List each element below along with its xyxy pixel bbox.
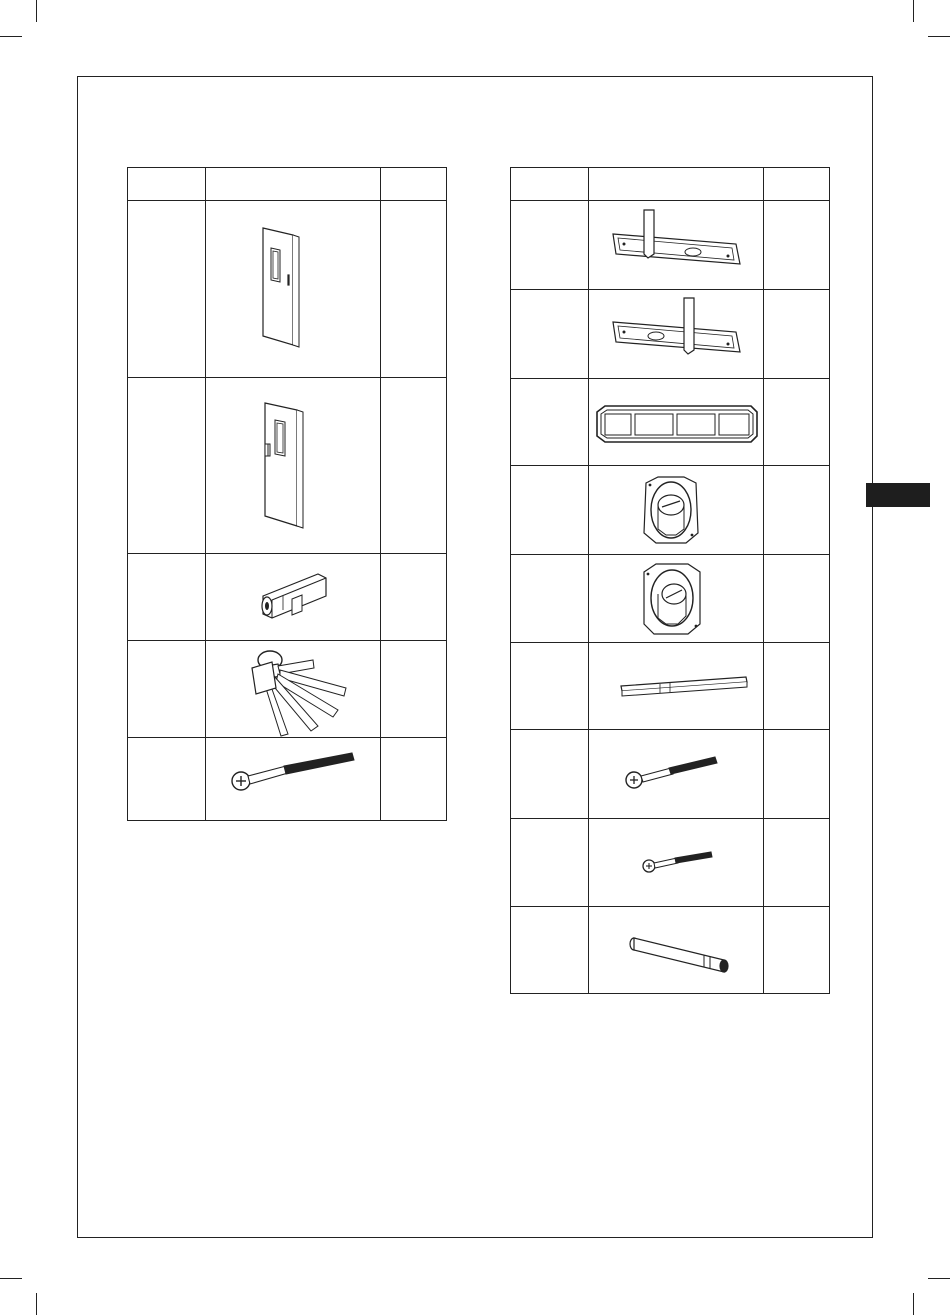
crop-mark-bottom-right-horizontal	[928, 1278, 950, 1279]
crop-mark-bottom-left-horizontal	[0, 1278, 22, 1279]
handle-plate-left-icon	[608, 206, 748, 284]
crop-mark-top-left-horizontal	[0, 36, 22, 37]
crop-mark-top-left-vertical	[36, 0, 37, 22]
crop-mark-top-right-vertical	[913, 0, 914, 22]
crop-mark-bottom-left-vertical	[36, 1293, 37, 1315]
door-with-glass-panel-icon	[253, 223, 333, 358]
cylinder-escutcheon-rotated-icon	[636, 558, 711, 640]
cylinder-escutcheon-icon	[636, 471, 706, 551]
door-with-glass-panel-and-handle-icon	[253, 398, 338, 538]
section-tab-marker	[866, 483, 930, 507]
lock-cylinder-icon	[248, 566, 358, 631]
key-set-icon	[238, 644, 368, 739]
handle-plate-right-icon	[608, 294, 748, 374]
short-screw-icon	[641, 848, 716, 878]
flat-bar-icon	[616, 668, 756, 708]
long-screw-icon	[228, 748, 363, 798]
gasket-strip-icon	[591, 398, 761, 448]
parts-table-right	[510, 167, 830, 994]
medium-screw-icon	[623, 752, 723, 794]
crop-mark-bottom-right-vertical	[913, 1293, 914, 1315]
parts-table-left	[127, 167, 447, 821]
spindle-rod-icon	[626, 930, 736, 980]
crop-mark-top-right-horizontal	[928, 36, 950, 37]
